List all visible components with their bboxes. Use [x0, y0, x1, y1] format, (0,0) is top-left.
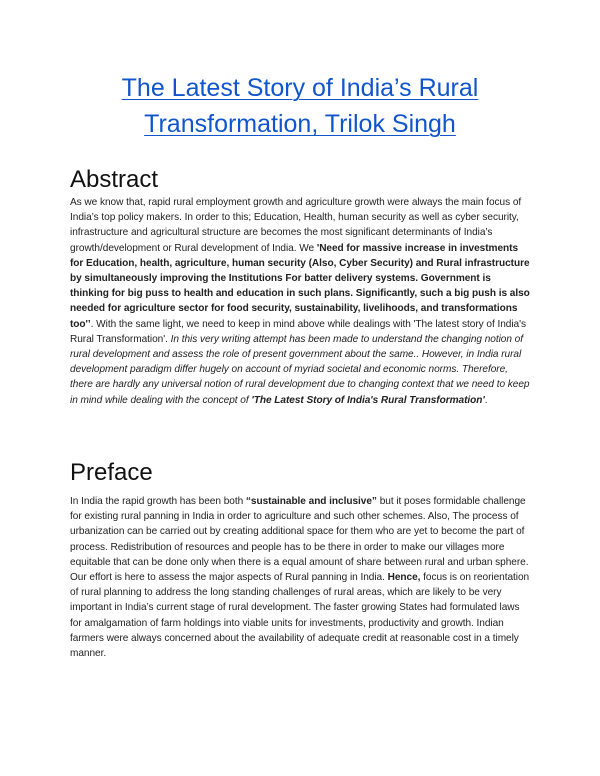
preface-bold-run: Hence,: [387, 572, 421, 584]
abstract-heading: Abstract: [70, 166, 159, 193]
preface-heading: Preface: [70, 459, 153, 486]
abstract-paragraph: [70, 195, 532, 408]
preface-paragraph: [70, 494, 532, 661]
abstract-text-run: As we know that, rapid rural employment growth and agriculture growth were always the main focus of India’s top policy makers. In order to this; Education, Health, human security as well as cyber security, infrastructure and agricultural structure are becomes the most significant determinants of India’s growth/development or Rural development of India. We: [70, 197, 522, 254]
preface-text-run: but it poses formidable challenge for existing rural panning in India in order to agriculture and such other schemes. Also, The process of urbanization can be carried out by creating additional space for them who are yet to become the part of process. Redistribution of resources and people has to be there in order to make our villages more equitable that can be done only when there is a equal amount of share between rural and urban sphere. Our effort is here to assess the major aspects of Rural panning in India.: [70, 496, 529, 584]
preface-bold-run: “sustainable and inclusive”: [245, 496, 377, 507]
abstract-bold-run: 'Need for massive increase in investments for Education, health, agriculture, human security (Also, Cyber Security) and Rural infrastructure by simultaneously improving the Institutions For batter delivery systems. Government is thinking for big puss to health and education in such plans. Significantly, such a big push is also needed for agriculture sector for food security, sustainability, livelihoods, and transformations too'’: [70, 242, 530, 330]
abstract-text-run: .: [484, 394, 488, 406]
preface-text-run: In India the rapid growth has been both: [70, 496, 246, 507]
abstract-italic-run: In this very writing attempt has been made to understand the changing notion of rural development and assess the role of present government about the same.. However, in India rural development paradigm differ hugely on account of myriad societal and economic norms. Therefore, there are hardly any universal notion of rural development due to changing context that we need to keep in mind while dealing with the concept of: [70, 333, 530, 406]
abstract-text-run: . With the same light, we need to keep in mind above while dealings with 'The latest story of India's Rural Transformation'.: [70, 318, 526, 345]
abstract-bold-italic-run: 'The Latest Story of India's Rural Transformation': [251, 394, 485, 406]
preface-text-run: focus is on reorientation of rural planning to address the long standing challenges of rural areas, which are likely to be very important in India’s current stage of rural development. The faster growing States had formulated laws for amalgamation of farm holdings into viable units for investments, productivity and growth. Indian farmers were always concerned about the availability of adequate credit at reasonable cost in a timely manner.: [70, 572, 530, 660]
document-title-link[interactable]: The Latest Story of India’s Rural Transformation, Trilok Singh: [121, 74, 479, 138]
